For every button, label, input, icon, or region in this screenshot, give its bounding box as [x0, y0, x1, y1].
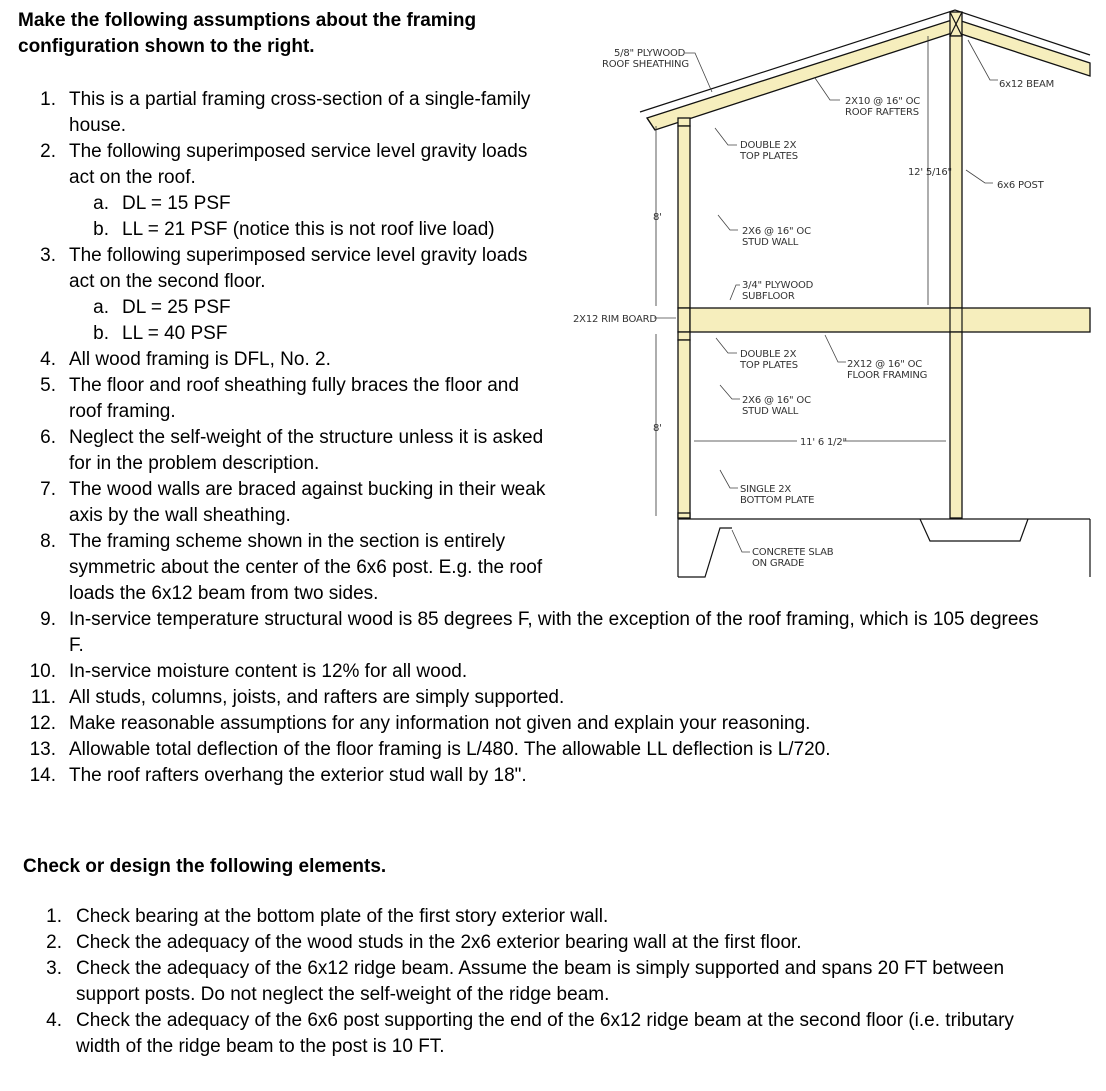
- check-list: [0, 904, 1060, 1060]
- rafter-leader: [815, 78, 840, 100]
- subitem-text: DL = 15 PSF: [122, 193, 231, 214]
- assumption-number: 3.: [40, 245, 56, 266]
- framing-section-diagram: [566, 0, 1106, 600]
- assumption-number: 2.: [40, 141, 56, 162]
- assumption-text: In-service temperature structural wood is 85 degrees F, with the exception of the roof framing, which is 105 degrees F.: [69, 609, 1039, 656]
- check-item: [0, 904, 1060, 930]
- post-height-label: 12' 5/16": [908, 167, 952, 178]
- assumption-text: Neglect the self-weight of the structure unless it is asked for in the problem description.: [69, 427, 544, 474]
- subfloor-leader: [730, 285, 740, 300]
- assumption-item: [0, 711, 1040, 737]
- slab-thickened-left: [678, 528, 732, 577]
- stud-wall-lower-leader: [720, 385, 740, 399]
- rim-board-label: 2X12 RIM BOARD: [573, 314, 657, 325]
- assumption-item: [0, 737, 1040, 763]
- ridge-beam-label: 6x12 BEAM: [999, 79, 1055, 90]
- check-heading: Check or design the following elements.: [23, 856, 387, 877]
- subitem-letter: b.: [93, 323, 109, 344]
- subitem-letter: a.: [93, 193, 109, 214]
- assumption-number: 5.: [40, 375, 56, 396]
- assumption-number: 10.: [29, 661, 56, 682]
- wall-height-lower-label: 8': [653, 423, 662, 434]
- check-text: Check the adequacy of the wood studs in the 2x6 exterior bearing wall at the first floor.: [76, 932, 802, 953]
- top-plates-upper-leader: [715, 128, 737, 145]
- upper-top-plates: [678, 118, 690, 126]
- subitem-letter: b.: [93, 219, 109, 240]
- top-plates-upper-label: DOUBLE 2X TOP PLATES: [740, 140, 798, 162]
- assumption-number: 14.: [29, 765, 56, 786]
- post-lower: [950, 332, 962, 518]
- assumption-text: The framing scheme shown in the section is entirely symmetric about the center of the 6x6 post. E.g. the roof loads the 6x12 beam from two sides.: [69, 531, 543, 604]
- subitem-text: LL = 40 PSF: [122, 323, 228, 344]
- floor-joist: [690, 308, 1090, 332]
- assumption-number: 12.: [29, 713, 56, 734]
- rim-board: [678, 308, 690, 332]
- assumption-item: [0, 685, 1040, 711]
- subfloor-label: 3/4" PLYWOOD SUBFLOOR: [742, 280, 814, 302]
- assumption-number: 4.: [40, 349, 56, 370]
- subitem-text: LL = 21 PSF (notice this is not roof live load): [122, 219, 495, 240]
- bottom-plate-leader: [720, 470, 738, 488]
- slab-thickened-right: [920, 519, 1028, 541]
- roof-sheathing-leader: [685, 53, 712, 92]
- upper-stud-wall: [678, 126, 690, 308]
- assumption-item: [0, 607, 1040, 659]
- check-item: [0, 930, 1060, 956]
- floor-framing-label: 2X12 @ 16" OC FLOOR FRAMING: [847, 359, 928, 381]
- assumption-number: 6.: [40, 427, 56, 448]
- assumption-text: The following superimposed service level gravity loads act on the roof.: [69, 141, 528, 188]
- stud-wall-lower-label: 2X6 @ 16" OC STUD WALL: [742, 395, 811, 417]
- check-item: [0, 956, 1060, 1008]
- assumption-text: The following superimposed service level gravity loads act on the second floor.: [69, 245, 528, 292]
- span-label: 11' 6 1/2": [800, 437, 847, 448]
- assumptions-heading: Make the following assumptions about the framing configuration shown to the right.: [18, 10, 477, 57]
- assumption-number: 11.: [30, 687, 56, 708]
- subitem-letter: a.: [93, 297, 109, 318]
- assumption-text: The floor and roof sheathing fully braces the floor and roof framing.: [69, 375, 519, 422]
- stud-wall-upper-leader: [718, 215, 738, 230]
- assumption-text: Make reasonable assumptions for any information not given and explain your reasoning.: [69, 713, 811, 734]
- assumption-number: 8.: [40, 531, 56, 552]
- top-plates-lower-label: DOUBLE 2X TOP PLATES: [740, 349, 798, 371]
- roof-sheathing-label: 5/8" PLYWOOD ROOF SHEATHING: [602, 48, 689, 70]
- post-label: 6x6 POST: [997, 180, 1044, 191]
- check-number: 1.: [46, 906, 62, 927]
- slab-label: CONCRETE SLAB ON GRADE: [752, 547, 834, 569]
- post-leader: [966, 170, 993, 183]
- assumption-item: [0, 659, 1040, 685]
- assumption-text: The roof rafters overhang the exterior stud wall by 18".: [69, 765, 527, 786]
- check-number: 3.: [46, 958, 62, 979]
- assumption-number: 1.: [40, 89, 56, 110]
- bottom-plate-label: SINGLE 2X BOTTOM PLATE: [740, 484, 815, 506]
- assumption-text: The wood walls are braced against bucking in their weak axis by the wall sheathing.: [69, 479, 546, 526]
- assumption-number: 13.: [29, 739, 56, 760]
- subitem-text: DL = 25 PSF: [122, 297, 231, 318]
- check-number: 2.: [46, 932, 62, 953]
- assumption-text: Allowable total deflection of the floor framing is L/480. The allowable LL deflection is L/720.: [69, 739, 831, 760]
- slab-leader: [732, 530, 750, 552]
- check-text: Check the adequacy of the 6x6 post supporting the end of the 6x12 ridge beam at the second floor (i.e. tributary width of the ridge beam to the post is 10 FT.: [76, 1010, 1014, 1057]
- check-number: 4.: [46, 1010, 62, 1031]
- bottom-plate: [678, 513, 690, 518]
- check-text: Check the adequacy of the 6x12 ridge beam. Assume the beam is simply supported and spans 20 FT between support posts. Do not neglect the self-weight of the ridge beam.: [76, 958, 1005, 1005]
- wall-height-upper-label: 8': [653, 212, 662, 223]
- stud-wall-upper-label: 2X6 @ 16" OC STUD WALL: [742, 226, 811, 248]
- assumption-text: All wood framing is DFL, No. 2.: [69, 349, 331, 370]
- roof-rafters-label: 2X10 @ 16" OC ROOF RAFTERS: [845, 96, 921, 118]
- top-plates-lower-leader: [716, 338, 737, 353]
- check-text: Check bearing at the bottom plate of the first story exterior wall.: [76, 906, 609, 927]
- assumption-number: 9.: [40, 609, 56, 630]
- assumption-text: This is a partial framing cross-section of a single-family house.: [69, 89, 531, 136]
- right-rafter: [955, 19, 1090, 76]
- assumption-text: In-service moisture content is 12% for all wood.: [69, 661, 468, 682]
- lower-stud-wall: [678, 340, 690, 518]
- lower-top-plates: [678, 332, 690, 340]
- beam-leader: [968, 40, 998, 80]
- check-item: [0, 1008, 1060, 1060]
- assumption-item: [0, 763, 1040, 789]
- assumption-number: 7.: [40, 479, 56, 500]
- assumption-text: All studs, columns, joists, and rafters are simply supported.: [69, 687, 565, 708]
- floor-framing-leader: [825, 335, 846, 362]
